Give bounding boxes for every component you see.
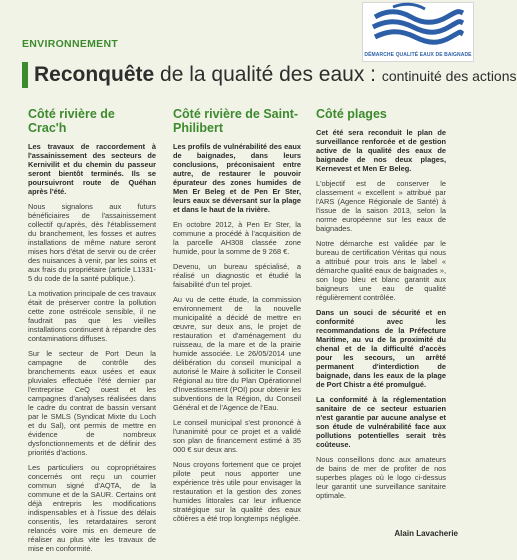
paragraph: Les travaux de raccordement à l'assainissement des secteurs de Kernivilit et du chemin du passeur seront bientôt terminés. Ils se poursuivront route de Quéhan après l'été. — [28, 142, 156, 196]
column-crach — [28, 107, 156, 559]
column-saint-philibert — [173, 107, 301, 529]
paragraph: Devenu, un bureau spécialisé, a réalisé un diagnostic et étudié la faisabilité d'un tel projet. — [173, 262, 301, 289]
title-main: Reconquête — [34, 63, 155, 86]
column-title: Côté rivière de Saint-Philibert — [173, 107, 299, 135]
paragraph: Sur le secteur de Port Deun la campagne de contrôle des branchements eaux usées et eaux pluviales effectuée l'été dernier par l'entreprise CeQ ouest et les campagnes d'analyses réalisées dans le cadre du contrat de bassin versant par le SMLS (Syndicat Mixte du Loch et du Sal), ont permis de mettre en évidence de nombreux dysfonctionnements et de définir des priorités d'actions. — [28, 349, 156, 457]
column-title: Côté rivière de Crac'h — [28, 107, 115, 135]
column-title: Côté plages — [316, 107, 387, 121]
paragraph: Cet été sera reconduit le plan de surveillance renforcée et de gestion active de la qualité des eaux de baignade de nos deux plages, Kernevest et Men Er Beleg. — [316, 128, 446, 173]
paragraph: Le conseil municipal s'est prononcé à l'unanimité pour ce projet et a validé son plan de financement estimé à 35 000 € sur deux ans. — [173, 418, 301, 454]
paragraph: Les particuliers ou copropriétaires concernés ont reçu un courrier commun signé d'AQTA, de la commune et de la SAUR. Certains ont déjà entrepris les modifications indispensables et à l'issue des délais consentis, les retardataires seront relancés voire mis en demeure de réaliser au plus vite les travaux de mise en conformité. — [28, 463, 156, 553]
paragraph: La conformité à la réglementation sanitaire de ce secteur estuarien n'est garantie par aucune analyse et son étude de vulnérabilité face aux pollutions potentielles serait très coûteuse. — [316, 395, 446, 449]
title-accent-bar — [22, 62, 28, 88]
title-middle: de la qualité des eaux : — [154, 63, 382, 86]
paragraph: Nous signalons aux futurs bénéficiaires de l'assainissement collectif qu'après, dès l'établissement du branchement, les fosses et autres installations de même nature seront mises hors d'état de servir ou de créer des nuisances à venir, par les soins et aux frais du propriétaire (article L1331-5 du code de la santé publique.). — [28, 202, 156, 283]
paragraph: En octobre 2012, à Pen Er Ster, la commune a procédé à l'acquisition de la parcelle AH308 classée zone humide, pour la somme de 9 268 €. — [173, 220, 301, 256]
section-label: ENVIRONNEMENT — [22, 38, 119, 50]
title-end: continuité des actions — [381, 68, 517, 84]
page-title — [34, 62, 517, 89]
paragraph: Nous conseillons donc aux amateurs de bains de mer de profiter de nos superbes plages où le logo ci-dessus leur garantit une surveillance sanitaire optimale. — [316, 455, 446, 500]
paragraph: Les profils de vulnérabilité des eaux de baignades, dans leurs conclusions, préconisaient entre autre, de restaurer le pouvoir épurateur des zones humides de Men Er Beleg et de Pen Er Ster, leurs eaux se déversant sur la plage et dans le haut de la rivière. — [173, 142, 301, 214]
wave-logo-icon — [363, 3, 473, 53]
logo-caption: DÉMARCHE QUALITÉ EAUX DE BAIGNADE — [364, 52, 472, 58]
paragraph: L'objectif est de conserver le classement « excellent » attribué par l'ARS (Agence Régionale de Santé) à l'issue de la saison 2013, selon la norme européenne sur les eaux de baignades. — [316, 179, 446, 233]
paragraph: La motivation principale de ces travaux était de préserver contre la pollution cette zone ostréicole sensible, il ne faudrait pas que les vieilles installations continuent à répandre des contaminations diffuses. — [28, 289, 156, 343]
author-signature: Alain Lavacherie — [394, 529, 458, 538]
column-plages — [316, 107, 446, 506]
paragraph: Nous croyons fortement que ce projet pilote peut nous apporter une expérience très utile pour envisager la restauration et la gestion des zones humides littorales car leur influence stratégique sur la qualité des eaux côtières a été trop longtemps négligée. — [173, 460, 301, 523]
paragraph: Au vu de cette étude, la commission environnement de la nouvelle municipalité a décidé de mettre en œuvre, sur deux ans, le projet de restauration et d'aménagement du ruisseau, de la mare et de la prairie humide associée. Le 26/05/2014 une délibération du conseil municipal a autorisé le Maire à solliciter le Conseil Régional au titre du Plan Opérationnel d'Investissement (POI) pour obtenir les subventions de la Région, du Conseil Général et de l'Agence de l'Eau. — [173, 295, 301, 412]
paragraph: Dans un souci de sécurité et en conformité avec les recommandations de la Préfecture Maritime, au vu de la proximité du chenal et de la difficulté d'accès pour les secours, un arrêté permanent d'interdiction de baignade, dans les eaux de la plage de Port Chistr a été promulgué. — [316, 308, 446, 389]
paragraph: Notre démarche est validée par le bureau de certification Véritas qui nous a attribué pour trois ans le label « démarche qualité eaux de baignades », son logo bleu et blanc garantit aux baigneurs une eau de qualité régulièrement contrôlée. — [316, 239, 446, 302]
quality-label-logo — [362, 2, 474, 62]
